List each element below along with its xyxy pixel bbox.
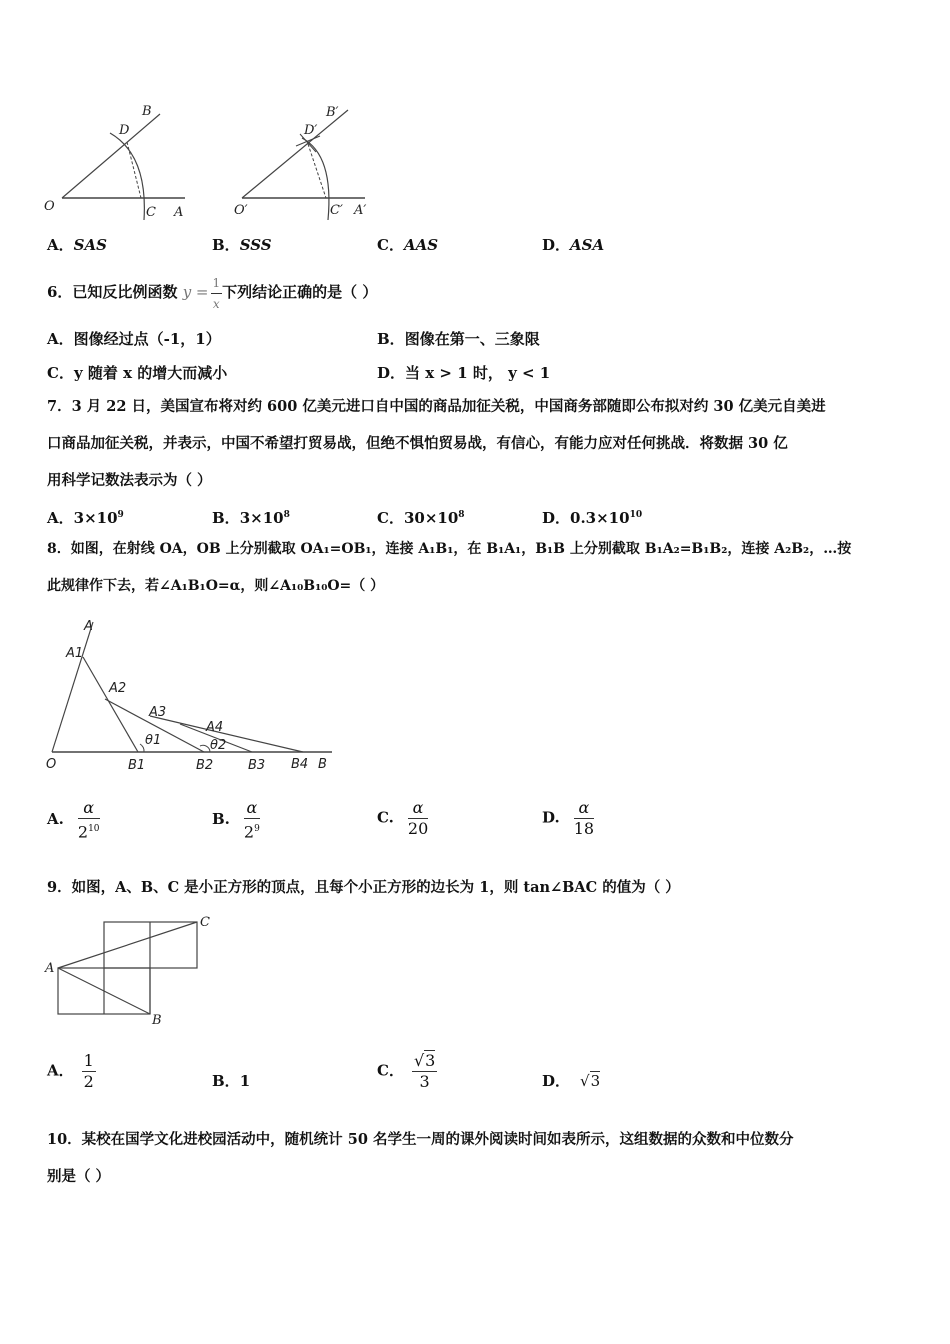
q7-options-1-letter: B． xyxy=(212,509,240,527)
q6-option-b[interactable] xyxy=(377,329,540,349)
q9-options-2-radical: √ xyxy=(413,1051,425,1070)
q8-figure xyxy=(40,612,340,782)
q8-options-3-den: 18 xyxy=(573,819,595,838)
label-A: A xyxy=(174,205,184,220)
q5-options-1-letter: B． xyxy=(212,236,240,254)
q7-option-d[interactable] xyxy=(542,505,642,528)
label-A-prime: A′ xyxy=(354,203,367,218)
q6-options-1-text: 图像在第一、三象限 xyxy=(404,330,540,348)
q7-option-c[interactable] xyxy=(377,505,465,528)
q6-formula_den: x xyxy=(212,296,220,311)
q8-options-0-num: α xyxy=(78,798,100,819)
q9-options-0-letter: A． xyxy=(47,1061,74,1080)
q10-line-2: 别是（ ） xyxy=(47,1168,111,1185)
q5-figure-2 xyxy=(230,100,390,225)
q9-option-c[interactable] xyxy=(377,1051,437,1092)
q6-option-a[interactable] xyxy=(47,329,221,349)
q6-options-3-text: 当 x > 1 时， y < 1 xyxy=(405,364,551,382)
q9-options-3-radical: √ xyxy=(580,1072,590,1090)
q5-option-b[interactable] xyxy=(212,235,272,255)
q9-options-2-den: 3 xyxy=(419,1072,430,1091)
q6-option-c[interactable] xyxy=(47,363,227,383)
q5-options-2-text: AAS xyxy=(403,236,439,254)
q8-option-a[interactable] xyxy=(47,798,100,842)
q7-options-0-exp: 9 xyxy=(117,510,124,520)
q7-options-2-base: 30×10 xyxy=(403,509,459,527)
q8-options-2-num: α xyxy=(408,798,428,819)
label-B: B xyxy=(152,1013,162,1028)
q7-line-1: 7．3 月 22 日，美国宣布将对约 600 亿美元进口自中国的商品加征关税，中国商务部随即公布拟对约 30 亿美元自美进 xyxy=(47,398,826,415)
q6-options-2-letter: C． xyxy=(47,364,74,382)
q9-question: 9．如图，A、B、C 是小正方形的顶点，且每个小正方形的边长为 1，则 tan∠BAC 的值为（ ） xyxy=(47,879,680,896)
label-D-prime: D′ xyxy=(304,123,318,138)
label-D: D xyxy=(119,123,130,138)
q8-line-2: 此规律作下去，若∠A₁B₁O=α，则∠A₁₀B₁₀O=（ ） xyxy=(47,578,385,594)
q9-option-d[interactable] xyxy=(542,1071,600,1091)
q7-options-2-letter: C． xyxy=(377,509,404,527)
q6-options-3-letter: D． xyxy=(377,364,406,382)
q9-options-1-letter: B． xyxy=(212,1072,240,1090)
q8-options-2-letter: C. xyxy=(377,808,394,827)
q8-option-b[interactable] xyxy=(212,798,260,842)
q9-options-2-letter: C． xyxy=(377,1061,404,1080)
q8-options-0-exp: 10 xyxy=(88,824,100,834)
q7-option-b[interactable] xyxy=(212,505,290,528)
q5-options-3-letter: D． xyxy=(542,236,571,254)
q5-options-3-text: ASA xyxy=(570,236,605,254)
q5-options-2-letter: C． xyxy=(377,236,404,254)
q7-options-0-letter: A． xyxy=(47,509,74,527)
label-A4: A4 xyxy=(206,720,224,735)
label-O: O xyxy=(44,199,55,214)
q9-option-b[interactable] xyxy=(212,1071,250,1091)
q9-options-0-num: 1 xyxy=(83,1051,94,1070)
label-theta2: θ2 xyxy=(210,738,227,753)
q8-options-1-num: α xyxy=(244,798,260,819)
q5-option-d[interactable] xyxy=(542,235,604,255)
label-A: A xyxy=(84,619,93,634)
label-theta1: θ1 xyxy=(145,733,162,748)
q6-options-1-letter: B． xyxy=(377,330,405,348)
q7-option-a[interactable] xyxy=(47,505,124,528)
q6-question xyxy=(47,272,377,314)
q7-options-0-base: 3×10 xyxy=(73,509,118,527)
q5-options-0-letter: A． xyxy=(47,236,74,254)
label-A: A xyxy=(45,961,55,976)
q6-prefix: 6．已知反比例函数 xyxy=(47,283,178,301)
q7-line-3: 用科学记数法表示为（ ） xyxy=(47,472,212,489)
label-B: B xyxy=(318,757,327,772)
q6-options-2-text: y 随着 x 的增大而减小 xyxy=(73,364,228,382)
label-B1: B1 xyxy=(128,758,146,773)
q7-line-2: 口商品加征关税，并表示，中国不希望打贸易战，但绝不惧怕贸易战，有信心，有能力应对任何挑战．将数据 30 亿 xyxy=(47,435,788,452)
q8-options-2-den: 20 xyxy=(407,819,429,838)
label-A1: A1 xyxy=(66,646,84,661)
q9-figure xyxy=(40,910,220,1030)
q6-suffix: 下列结论正确的是（ ） xyxy=(222,283,378,301)
label-B2: B2 xyxy=(196,758,214,773)
label-A2: A2 xyxy=(109,681,127,696)
q8-options-3-num: α xyxy=(574,798,594,819)
q8-options-3-letter: D. xyxy=(542,808,560,827)
label-C: C xyxy=(146,205,156,220)
label-B-prime: B′ xyxy=(326,105,339,120)
q8-options-1-exp: 9 xyxy=(254,824,260,834)
label-B: B xyxy=(142,104,152,119)
q7-options-3-exp: 10 xyxy=(629,510,643,520)
q5-options-1-text: SSS xyxy=(239,236,272,254)
q7-options-2-exp: 8 xyxy=(458,510,465,520)
q9-option-a[interactable] xyxy=(47,1051,96,1092)
q7-options-3-base: 0.3×10 xyxy=(570,509,630,527)
q9-options-3-text: 3 xyxy=(590,1072,601,1090)
label-O-prime: O′ xyxy=(234,203,248,218)
q8-option-d[interactable] xyxy=(542,798,594,839)
q5-figure-1 xyxy=(40,100,200,225)
q8-line-1: 8．如图，在射线 OA，OB 上分别截取 OA₁=OB₁，连接 A₁B₁，在 B₁A₁，B₁B 上分别截取 B₁A₂=B₁B₂，连接 A₂B₂，…按 xyxy=(47,541,852,557)
q7-options-1-exp: 8 xyxy=(283,510,290,520)
q6-formula_num: 1 xyxy=(211,273,223,294)
label-C: C xyxy=(200,915,210,930)
q8-options-0-letter: A. xyxy=(47,810,64,829)
q8-options-1-letter: B. xyxy=(212,810,230,829)
q6-option-d[interactable] xyxy=(377,363,550,383)
label-O: O xyxy=(46,757,57,772)
q7-options-3-letter: D． xyxy=(542,509,571,527)
q10-line-1: 10．某校在国学文化进校园活动中，随机统计 50 名学生一周的课外阅读时间如表所示，这组数据的众数和中位数分 xyxy=(47,1131,794,1148)
label-C-prime: C′ xyxy=(330,203,343,218)
q9-options-1-text: 1 xyxy=(239,1072,251,1090)
q6-options-0-text: 图像经过点（-1，1） xyxy=(73,330,221,348)
q8-option-c[interactable] xyxy=(377,798,428,839)
q6-formula_lhs: y = xyxy=(182,283,209,301)
q6-options-0-letter: A． xyxy=(47,330,74,348)
q5-options-0-text: SAS xyxy=(73,236,107,254)
q9-options-0-den: 2 xyxy=(83,1072,94,1091)
q5-option-c[interactable] xyxy=(377,235,438,255)
q7-options-1-base: 3×10 xyxy=(239,509,284,527)
q9-options-3-letter: D． xyxy=(542,1072,571,1090)
q6-formula-fraction xyxy=(211,273,223,314)
q9-options-2-num: 3 xyxy=(425,1051,436,1070)
q5-option-a[interactable] xyxy=(47,235,107,255)
label-B3: B3 xyxy=(248,758,266,773)
label-A3: A3 xyxy=(149,705,167,720)
q8-options-1-den: 2 xyxy=(243,822,255,842)
label-B4: B4 xyxy=(291,757,309,772)
q8-options-0-den: 2 xyxy=(77,822,89,842)
